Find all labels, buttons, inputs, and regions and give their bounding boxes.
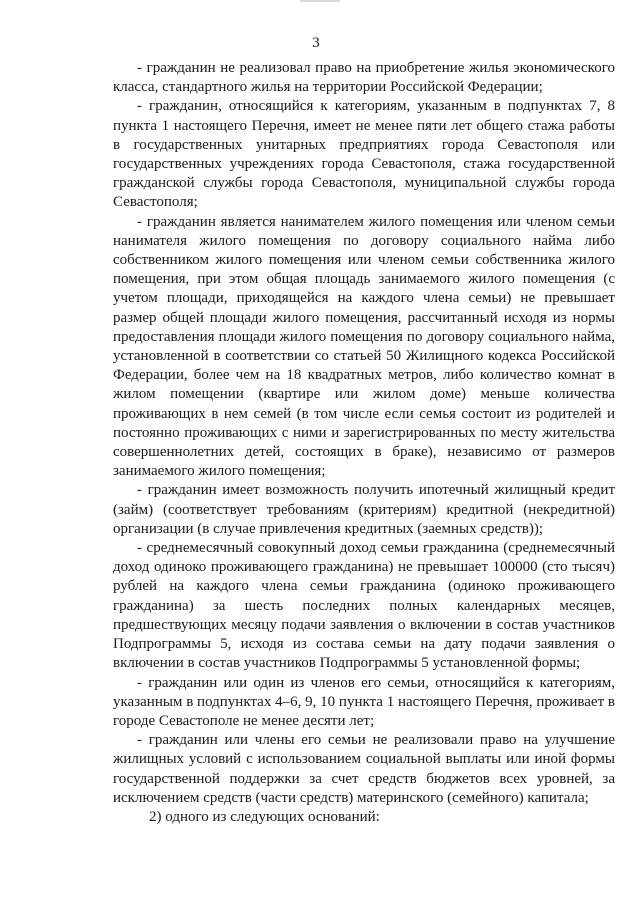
paragraph-living-space: - гражданин является нанимателем жилого помещения или членом семьи нанимателя жилого помещения по договору социального найма либо собственником жилого помещения или членом семьи собственника жилого помещения, при этом общая площадь занимаемого жилого помещения (с учетом площади, приходящейся на каждого члена семьи) не превышает размер общей площади жилого помещения, рассчитанный исходя из нормы предоставления площади жилого помещения по договору социального найма, установленной в соответствии со статьей 50 Жилищного кодекса Российской Федерации, более чем на 18 квадратных метров, либо количество комнат в жилом помещении (квартире или жилом доме) меньше количества проживающих в нем семей (в том числе если семья состоит из родителей и постоянно проживающих с ними и зарегистрированных по месту жительства совершеннолетних детей, состоящих в браке), независимо от размеров занимаемого жилого помещения; bbox=[113, 213, 615, 480]
paragraph-grounds: 2) одного из следующих оснований: bbox=[149, 808, 380, 825]
paragraph-housing-right: - гражданин не реализовал право на приобретение жилья экономического класса, стандартного жилья на территории Российской Федерации; bbox=[113, 60, 615, 96]
paragraph-state-support: - гражданин или члены его семьи не реализовали право на улучшение жилищных условий с использованием социальной выплаты или иной формы государственной поддержки за счет средств бюджетов всех уровней, за исключением средств (части средств) материнского (семейного) капитала; bbox=[113, 732, 615, 806]
document-body bbox=[113, 59, 615, 827]
page-number: 3 bbox=[312, 35, 320, 51]
paragraph-mortgage: - гражданин имеет возможность получить ипотечный жилищный кредит (займ) (соответствует требованиям (критериям) кредитной (некредитной) организации (в случае привлечения кредитных (заемных средств)); bbox=[113, 482, 615, 537]
paragraph-residence: - гражданин или один из членов его семьи, относящийся к категориям, указанным в подпунктах 4–6, 9, 10 пункта 1 настоящего Перечня, проживает в городе Севастополе не менее десяти лет; bbox=[113, 674, 615, 729]
paragraph-income: - среднемесячный совокупный доход семьи гражданина (среднемесячный доход одиноко проживающего гражданина) не превышает 100000 (сто тысяч) рублей на каждого члена семьи гражданина (одиноко проживающего гражданина) за шесть последних полных календарных месяцев, предшествующих месяцу подачи заявления о включении в состав участников Подпрограммы 5, исходя из состава семьи на дату подачи заявления о включении в состав участников Подпрограммы 5 установленной формы; bbox=[113, 540, 615, 672]
scan-edge-mark bbox=[300, 0, 340, 2]
paragraph-work-experience: - гражданин, относящийся к категориям, указанным в подпунктах 7, 8 пункта 1 настоящего Перечня, имеет не менее пяти лет общего стажа работы в государственных унитарных предприятиях города Севастополя или государственных учреждениях города Севастополя, стажа государственной гражданской службы города Севастополя, муниципальной службы города Севастополя; bbox=[113, 98, 615, 211]
